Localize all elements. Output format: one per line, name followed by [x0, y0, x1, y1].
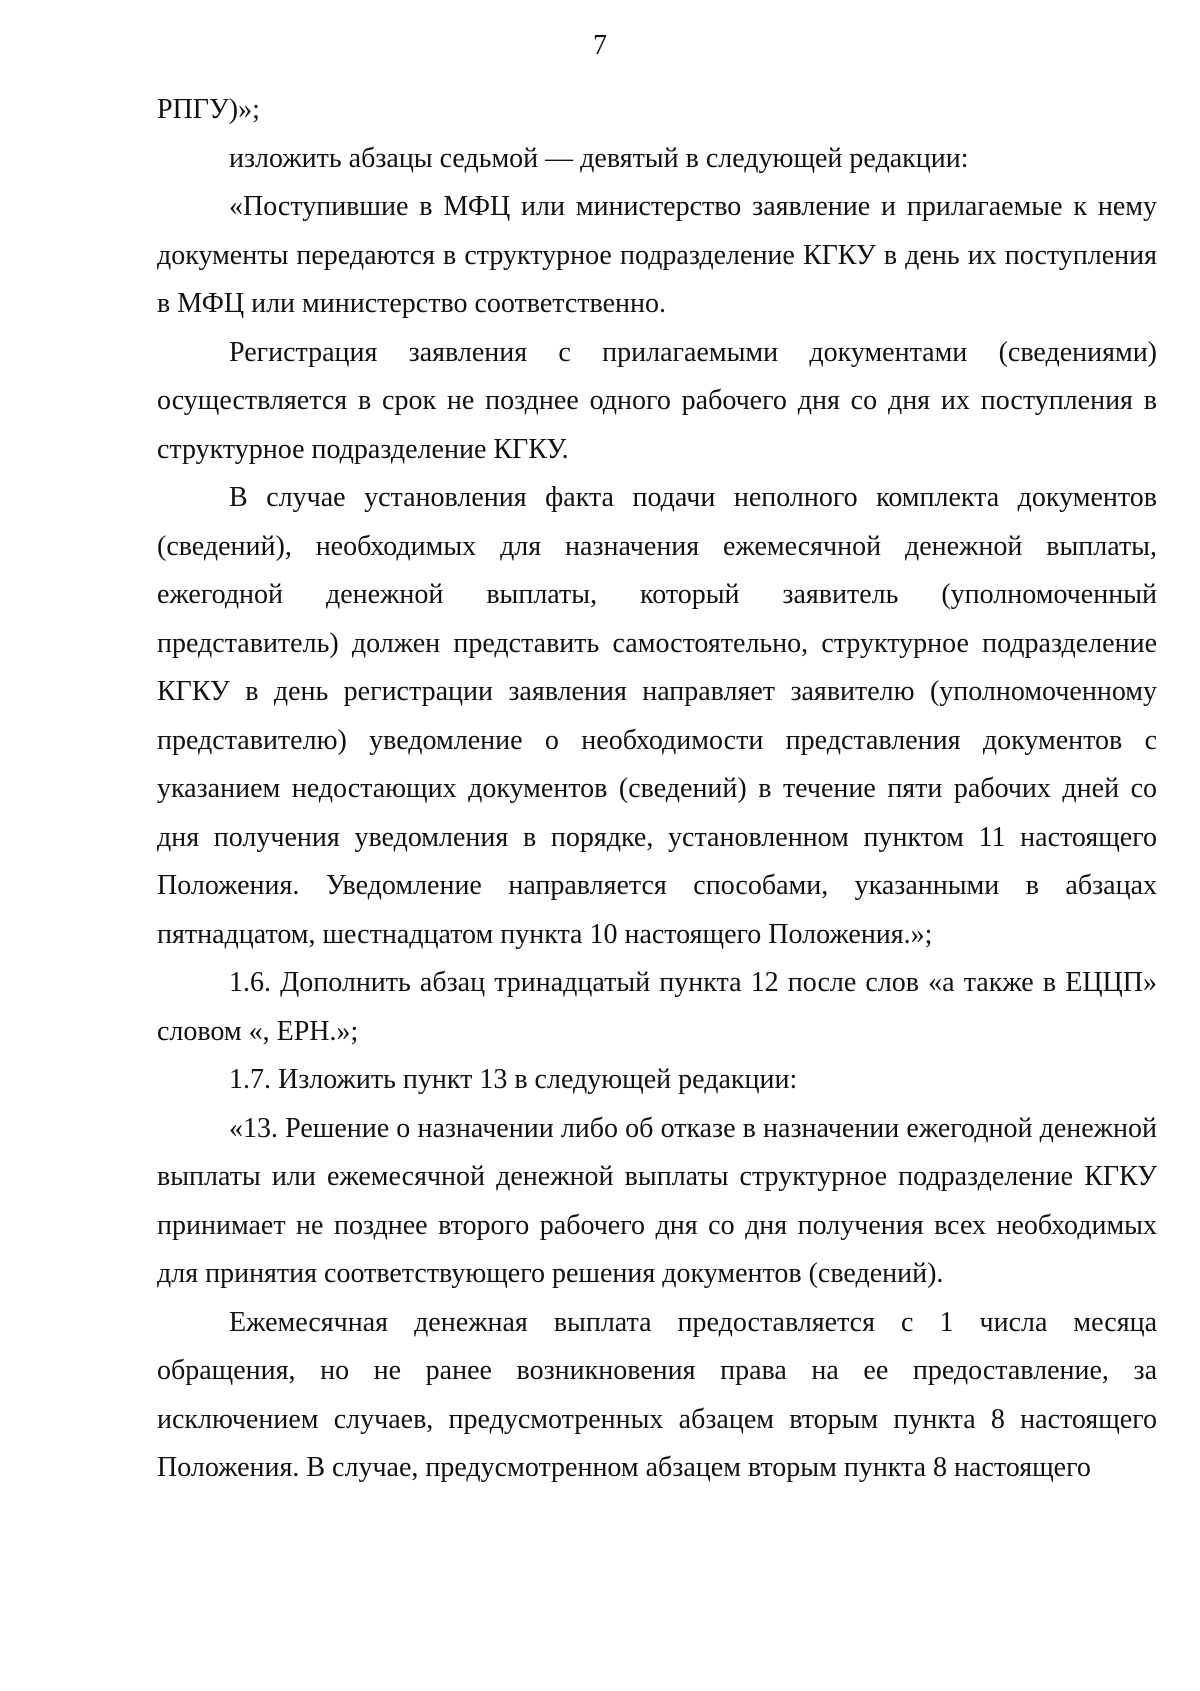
paragraph-item-1-6: 1.6. Дополнить абзац тринадцатый пункта 12 после слов «а также в ЕЦЦП» словом «, ЕРН.»;: [157, 967, 1157, 1047]
paragraph-amendment-intro: изложить абзацы седьмой — девятый в следующей редакции:: [229, 142, 969, 174]
paragraph-incomplete-documents: В случае установления факта подачи неполного комплекта документов (сведений), необходимых для назначения ежемесячной денежной выплаты, ежегодной денежной выплаты, который заявитель (уполномоченный представитель) должен представить самостоятельно, структурное подразделение КГКУ в день регистрации заявления направляет заявителю (уполномоченному представителю) уведомление о необходимости представления документов с указанием недостающих документов (сведений) в течение пяти рабочих дней со дня получения уведомления в порядке, установленном пунктом 11 настоящего Положения. Уведомление направляется способами, указанными в абзацах пятнадцатом, шестнадцатом пункта 10 настоящего Положения.»;: [157, 482, 1157, 950]
page-number: 7: [593, 30, 607, 61]
paragraph-monthly-payment: Ежемесячная денежная выплата предоставляется с 1 числа месяца обращения, но не ранее возникновения права на ее предоставление, за исключением случаев, предусмотренных абзацем вторым пункта 8 настоящего Положения. В случае, предусмотренном абзацем вторым пункта 8 настоящего: [157, 1306, 1157, 1483]
paragraph-item-13-decision: «13. Решение о назначении либо об отказе в назначении ежегодной денежной выплаты или ежемесячной денежной выплаты структурное подразделение КГКУ принимает не позднее второго рабочего дня со дня получения всех необходимых для принятия соответствующего решения документов (сведений).: [157, 1112, 1157, 1289]
paragraph-continuation: РПГУ)»;: [157, 94, 260, 125]
paragraph-item-1-7: 1.7. Изложить пункт 13 в следующей редакции:: [229, 1064, 798, 1095]
document-body: [157, 86, 1157, 1493]
paragraph-registration: Регистрация заявления с прилагаемыми документами (сведениями) осуществляется в срок не позднее одного рабочего дня со дня их поступления в структурное подразделение КГКУ.: [157, 336, 1157, 465]
paragraph-documents-transfer: «Поступившие в МФЦ или министерство заявление и прилагаемые к нему документы передаются в структурное подразделение КГКУ в день их поступления в МФЦ или министерство соответственно.: [157, 191, 1157, 319]
